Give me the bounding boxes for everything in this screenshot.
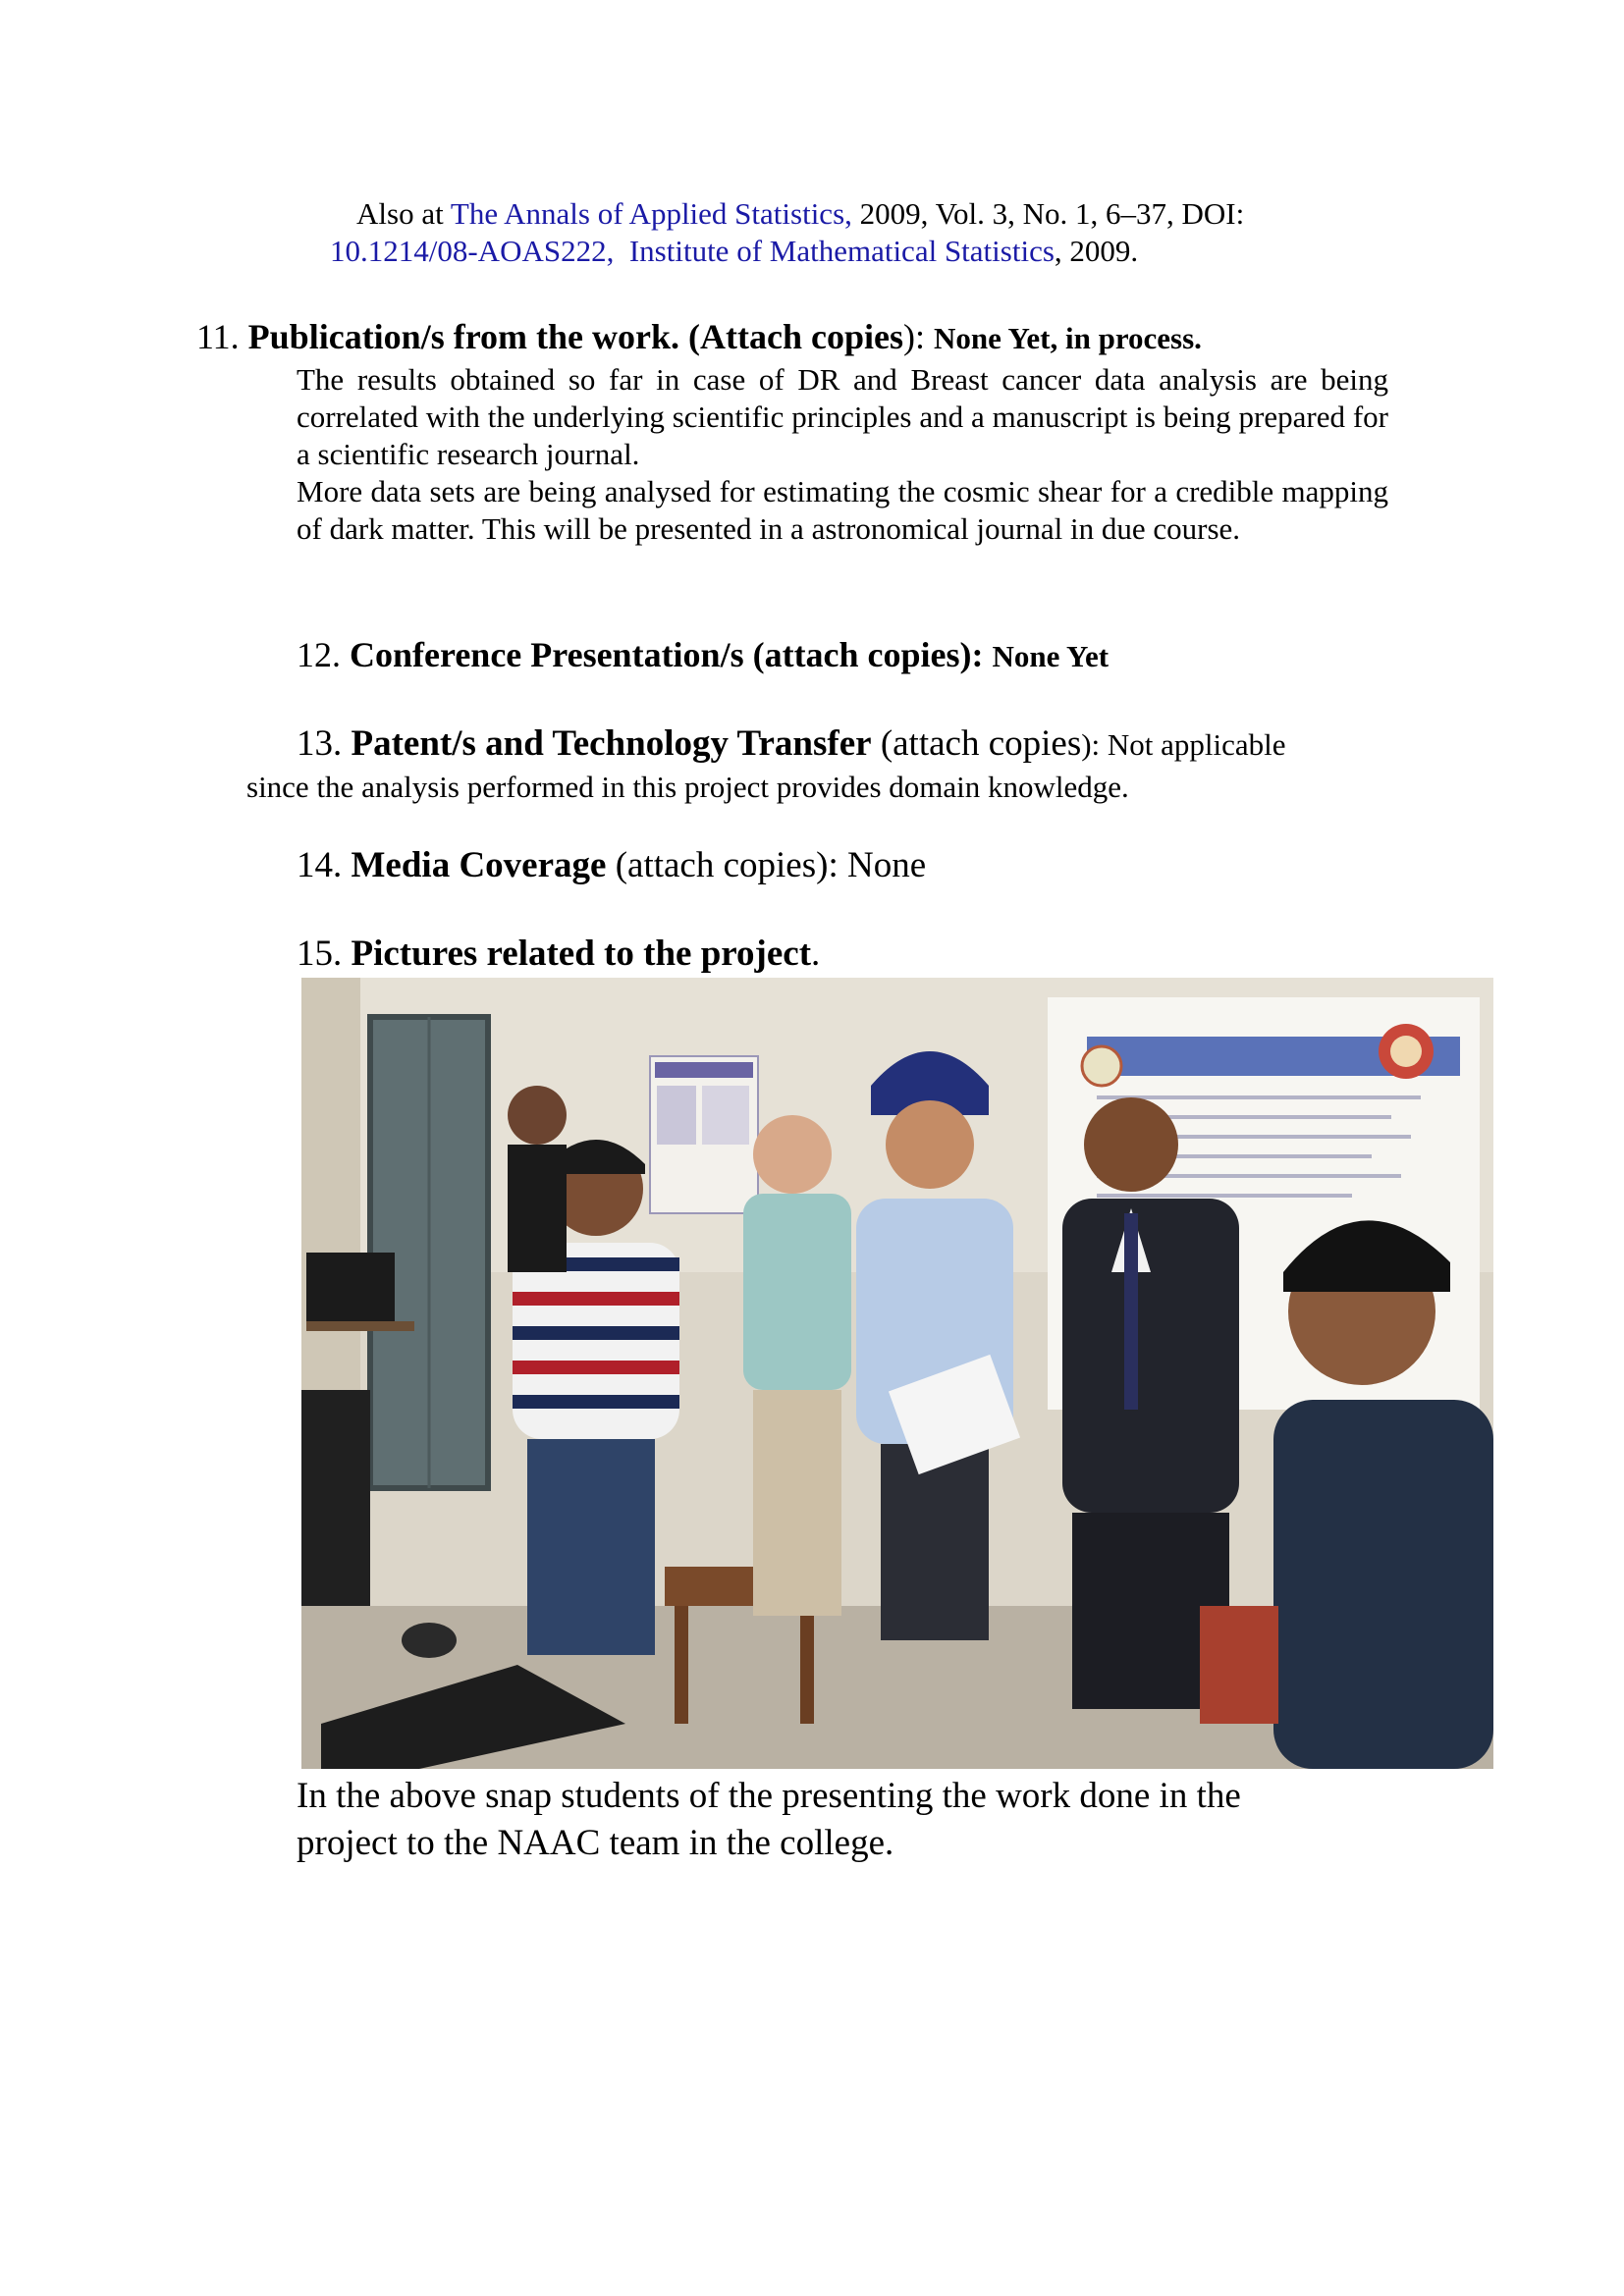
reference-year: , 2009. <box>1054 234 1139 268</box>
section-14-number: 14. <box>297 845 343 885</box>
section-11-body <box>297 361 1388 548</box>
project-photo <box>301 978 1493 1769</box>
section-13-title: Patent/s and Technology Transfer <box>351 723 872 764</box>
institute-link[interactable]: Institute of Mathematical Statistics <box>628 234 1055 268</box>
reference-prefix: Also at <box>356 196 451 231</box>
section-14-title: Media Coverage <box>351 845 607 885</box>
section-11-status: None Yet, in process. <box>933 321 1202 355</box>
student-background <box>508 1086 567 1272</box>
section-12-heading <box>297 634 1109 675</box>
photo-caption: In the above snap students of the presenting the work done in the project to the NAAC team in the college. <box>297 1776 1241 1863</box>
section-13-heading <box>297 722 1286 765</box>
section-11-title-rest: ): <box>902 317 925 356</box>
section-14-heading <box>297 844 926 886</box>
section-11-paragraph-2: More data sets are being analysed for estimating the cosmic shear for a credible mapping of dark matter. This will be presented in a astronomical journal in due course. <box>297 474 1388 546</box>
section-12-number: 12. <box>297 635 341 674</box>
section-12-status: None Yet <box>992 639 1110 673</box>
section-14-rest: (attach copies): None <box>615 845 927 885</box>
section-13-paren: (attach copies <box>880 723 1082 764</box>
section-11-number: 11. <box>196 317 240 356</box>
section-15-number: 15. <box>297 934 343 974</box>
section-13-number: 13. <box>297 723 343 764</box>
reference-line-1 <box>356 196 1244 232</box>
section-11-title: Publication/s from the work. (Attach copies <box>247 317 903 356</box>
section-13-continuation: since the analysis performed in this project provides domain knowledge. <box>246 770 1129 804</box>
section-15-title: Pictures related to the project <box>351 934 812 974</box>
reference-details: 2009, Vol. 3, No. 1, 6–37, DOI: <box>851 196 1245 231</box>
section-13-status: ): Not applicable <box>1081 727 1286 762</box>
section-11-paragraph-1: The results obtained so far in case of DR and Breast cancer data analysis are being correlated with the underlying scientific principles and a manuscript is being prepared for a scientific research journal. <box>297 362 1388 471</box>
journal-link[interactable]: The Annals of Applied Statistics, <box>450 196 852 231</box>
doi-link[interactable]: 10.1214/08-AOAS222, <box>330 234 615 268</box>
section-15-period: . <box>811 934 821 974</box>
reference-line-2 <box>330 234 1138 269</box>
section-12-title: Conference Presentation/s (attach copies): <box>350 635 984 674</box>
section-11-heading <box>196 316 1202 357</box>
wall-poster <box>650 1056 758 1213</box>
section-15-heading <box>297 933 820 975</box>
